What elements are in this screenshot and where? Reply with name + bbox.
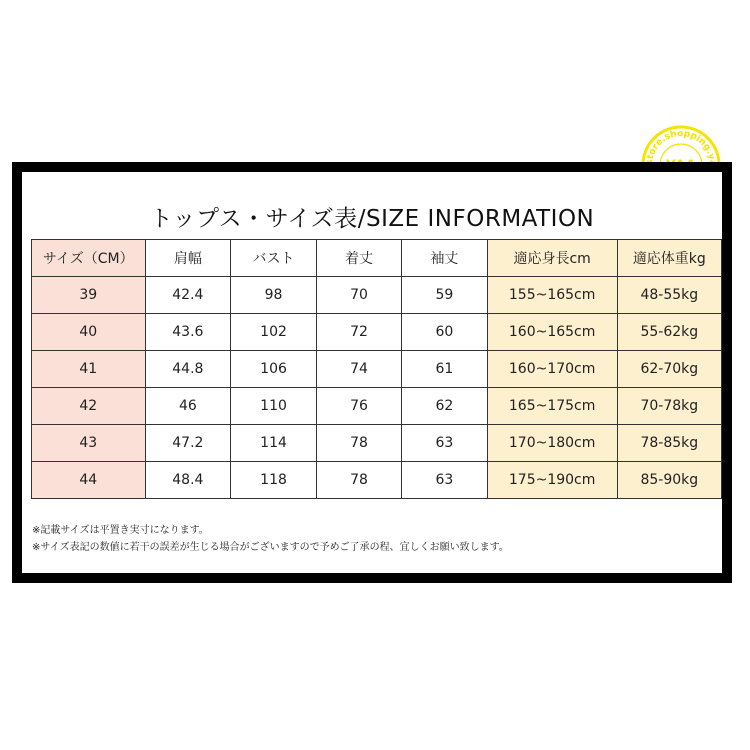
cell-sleeve: 62 bbox=[402, 388, 487, 425]
table-row bbox=[32, 351, 722, 388]
table-row bbox=[32, 314, 722, 351]
cell-length: 70 bbox=[316, 277, 401, 314]
cell-shoulder: 44.8 bbox=[145, 351, 231, 388]
header-length: 着丈 bbox=[316, 240, 401, 277]
seal-ring-text: tore.shopping.y bbox=[645, 128, 717, 161]
note-tolerance: ※サイズ表記の数値に若干の誤差が生じる場合がございますので予めご了承の程、宜しくお願い致します。 bbox=[32, 542, 509, 553]
table-row bbox=[32, 425, 722, 462]
cell-length: 78 bbox=[316, 462, 401, 499]
cell-shoulder: 47.2 bbox=[145, 425, 231, 462]
cell-bust: 110 bbox=[231, 388, 317, 425]
cell-sleeve: 63 bbox=[402, 425, 487, 462]
cell-length: 76 bbox=[316, 388, 401, 425]
table-row bbox=[32, 277, 722, 314]
cell-length: 78 bbox=[316, 425, 401, 462]
chart-frame bbox=[12, 162, 732, 583]
header-height: 適応身長cm bbox=[487, 240, 617, 277]
notes bbox=[32, 522, 509, 556]
cell-height: 155~165cm bbox=[487, 277, 617, 314]
cell-bust: 114 bbox=[231, 425, 317, 462]
cell-shoulder: 43.6 bbox=[145, 314, 231, 351]
cell-size: 44 bbox=[32, 462, 146, 499]
cell-height: 165~175cm bbox=[487, 388, 617, 425]
size-table bbox=[31, 239, 722, 499]
cell-bust: 118 bbox=[231, 462, 317, 499]
table-row bbox=[32, 388, 722, 425]
cell-size: 42 bbox=[32, 388, 146, 425]
cell-bust: 102 bbox=[231, 314, 317, 351]
cell-length: 74 bbox=[316, 351, 401, 388]
cell-sleeve: 60 bbox=[402, 314, 487, 351]
header-shoulder: 肩幅 bbox=[145, 240, 231, 277]
cell-weight: 85-90kg bbox=[617, 462, 721, 499]
header-sleeve: 袖丈 bbox=[402, 240, 487, 277]
cell-weight: 62-70kg bbox=[617, 351, 721, 388]
cell-size: 40 bbox=[32, 314, 146, 351]
cell-bust: 98 bbox=[231, 277, 317, 314]
chart-title: トップス・サイズ表/SIZE INFORMATION bbox=[149, 206, 595, 232]
cell-size: 43 bbox=[32, 425, 146, 462]
cell-sleeve: 63 bbox=[402, 462, 487, 499]
cell-height: 170~180cm bbox=[487, 425, 617, 462]
cell-weight: 70-78kg bbox=[617, 388, 721, 425]
cell-height: 160~170cm bbox=[487, 351, 617, 388]
chart-panel bbox=[22, 172, 722, 573]
cell-size: 41 bbox=[32, 351, 146, 388]
header-row bbox=[32, 240, 722, 277]
header-size: サイズ（CM） bbox=[32, 240, 146, 277]
cell-length: 72 bbox=[316, 314, 401, 351]
cell-sleeve: 61 bbox=[402, 351, 487, 388]
cell-shoulder: 48.4 bbox=[145, 462, 231, 499]
cell-shoulder: 46 bbox=[145, 388, 231, 425]
cell-height: 160~165cm bbox=[487, 314, 617, 351]
cell-sleeve: 59 bbox=[402, 277, 487, 314]
cell-size: 39 bbox=[32, 277, 146, 314]
cell-shoulder: 42.4 bbox=[145, 277, 231, 314]
cell-bust: 106 bbox=[231, 351, 317, 388]
cell-weight: 48-55kg bbox=[617, 277, 721, 314]
cell-weight: 55-62kg bbox=[617, 314, 721, 351]
header-bust: バスト bbox=[231, 240, 317, 277]
cell-height: 175~190cm bbox=[487, 462, 617, 499]
cell-weight: 78-85kg bbox=[617, 425, 721, 462]
note-measurement: ※記載サイズは平置き実寸になります。 bbox=[32, 525, 209, 536]
header-weight: 適応体重kg bbox=[617, 240, 721, 277]
table-row bbox=[32, 462, 722, 499]
